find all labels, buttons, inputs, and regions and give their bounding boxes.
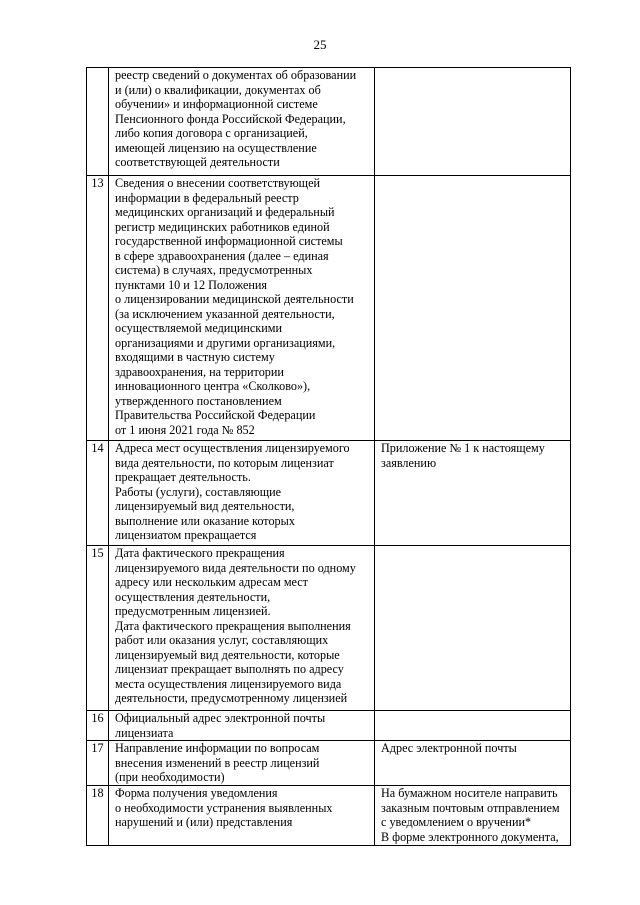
description-line: Официальный адрес электронной почты (115, 711, 326, 725)
description-line: предусмотренным лицензией. (115, 604, 271, 618)
description-line: здравоохранения, на территории (115, 364, 284, 379)
description-line: выполнение или оказание которых (115, 513, 295, 528)
description-line: (при необходимости) (115, 770, 225, 784)
description-line: осуществляемой медицинскими (115, 321, 282, 335)
description-line: соответствующей деятельности (115, 155, 280, 169)
value-line: с уведомлением о вручении* (381, 815, 532, 829)
description-line: лицензиатом прекращается (115, 528, 257, 542)
description-line: лицензиат прекращает выполнять по адресу (115, 662, 344, 676)
application-table (86, 67, 571, 846)
row-value (375, 441, 571, 546)
value-line: Приложение № 1 к настоящему (381, 441, 545, 455)
description-line: внесения изменений в реестр лицензий (115, 755, 320, 770)
table-row (87, 711, 571, 741)
row-description (109, 786, 375, 846)
row-number: 15 (87, 546, 109, 711)
row-value (375, 68, 571, 176)
description-line: места осуществления лицензируемого вида (115, 676, 342, 691)
row-number: 14 (87, 441, 109, 546)
row-value (375, 546, 571, 711)
row-description (109, 441, 375, 546)
description-line: прекращает деятельность. (115, 470, 251, 484)
value-line: заказным почтовым отправлением (381, 800, 560, 815)
description-line: Направление информации по вопросам (115, 741, 320, 755)
description-line: от 1 июня 2021 года № 852 (115, 422, 255, 437)
description-line: вида деятельности, по которым лицензиат (115, 455, 334, 470)
row-description (109, 711, 375, 741)
description-line: в сфере здравоохранения (далее – единая (115, 248, 329, 263)
row-value (375, 741, 571, 786)
description-line: о лицензировании медицинской деятельности (115, 292, 354, 306)
description-line: утвержденного постановлением (115, 393, 282, 408)
table-row (87, 786, 571, 846)
description-line: Пенсионного фонда Российской Федерации, (115, 111, 346, 126)
value-line: На бумажном носителе направить (381, 786, 558, 800)
description-line: Форма получения уведомления (115, 786, 278, 800)
row-number: 16 (87, 711, 109, 741)
table-row (87, 546, 571, 711)
value-line: В форме электронного документа, (381, 829, 559, 844)
page-number: 25 (313, 37, 327, 52)
description-line: информации в федеральный реестр (115, 190, 299, 205)
description-line: пунктами 10 и 12 Положения (115, 277, 268, 292)
description-line: лицензируемого вида деятельности по одному (115, 560, 356, 575)
row-number: 18 (87, 786, 109, 846)
table-row (87, 741, 571, 786)
description-line: Адреса мест осуществления лицензируемого (115, 441, 350, 455)
description-line: Сведения о внесении соответствующей (115, 176, 320, 190)
row-description (109, 546, 375, 711)
description-line: обучении» и информационной системе (115, 97, 318, 111)
row-description (109, 176, 375, 441)
description-line: и (или) о квалификации, документах об (115, 82, 321, 97)
description-line: система) в случаях, предусмотренных (115, 263, 313, 277)
description-line: работ или оказания услуг, составляющих (115, 633, 329, 647)
row-description (109, 741, 375, 786)
description-line: (за исключением указанной деятельности, (115, 306, 335, 321)
description-line: лицензируемый вид деятельности, которые (115, 647, 340, 662)
description-line: лицензиата (115, 725, 174, 740)
row-number (87, 68, 109, 176)
row-value (375, 711, 571, 741)
description-line: либо копия договора с организацией, (115, 126, 308, 140)
description-line: государственной информационной системы (115, 234, 343, 248)
value-line: Адрес электронной почты (381, 741, 517, 755)
description-line: регистр медицинских работников единой (115, 219, 330, 234)
table-row (87, 176, 571, 441)
description-line: Работы (услуги), составляющие (115, 484, 282, 499)
row-value (375, 176, 571, 441)
description-line: лицензируемый вид деятельности, (115, 499, 295, 513)
description-line: Дата фактического прекращения выполнения (115, 618, 351, 633)
description-line: организациями и другими организациями, (115, 335, 336, 350)
table-row (87, 441, 571, 546)
description-line: нарушений и (или) представления (115, 815, 293, 829)
description-line: входящими в частную систему (115, 350, 275, 364)
row-number: 17 (87, 741, 109, 786)
description-line: реестр сведений о документах об образовании (115, 68, 357, 82)
description-line: Дата фактического прекращения (115, 546, 285, 560)
row-value (375, 786, 571, 846)
row-description (109, 68, 375, 176)
description-line: осуществления деятельности, (115, 589, 271, 604)
description-line: адресу или нескольким адресам мест (115, 575, 309, 589)
row-number: 13 (87, 176, 109, 441)
description-line: деятельности, предусмотренному лицензией (115, 691, 348, 705)
description-line: Правительства Российской Федерации (115, 408, 316, 422)
description-line: имеющей лицензию на осуществление (115, 140, 317, 155)
table-row (87, 68, 571, 176)
description-line: медицинских организаций и федеральный (115, 205, 335, 219)
description-line: о необходимости устранения выявленных (115, 800, 333, 815)
value-line: заявлению (381, 455, 437, 470)
description-line: инновационного центра «Сколково»), (115, 379, 311, 393)
